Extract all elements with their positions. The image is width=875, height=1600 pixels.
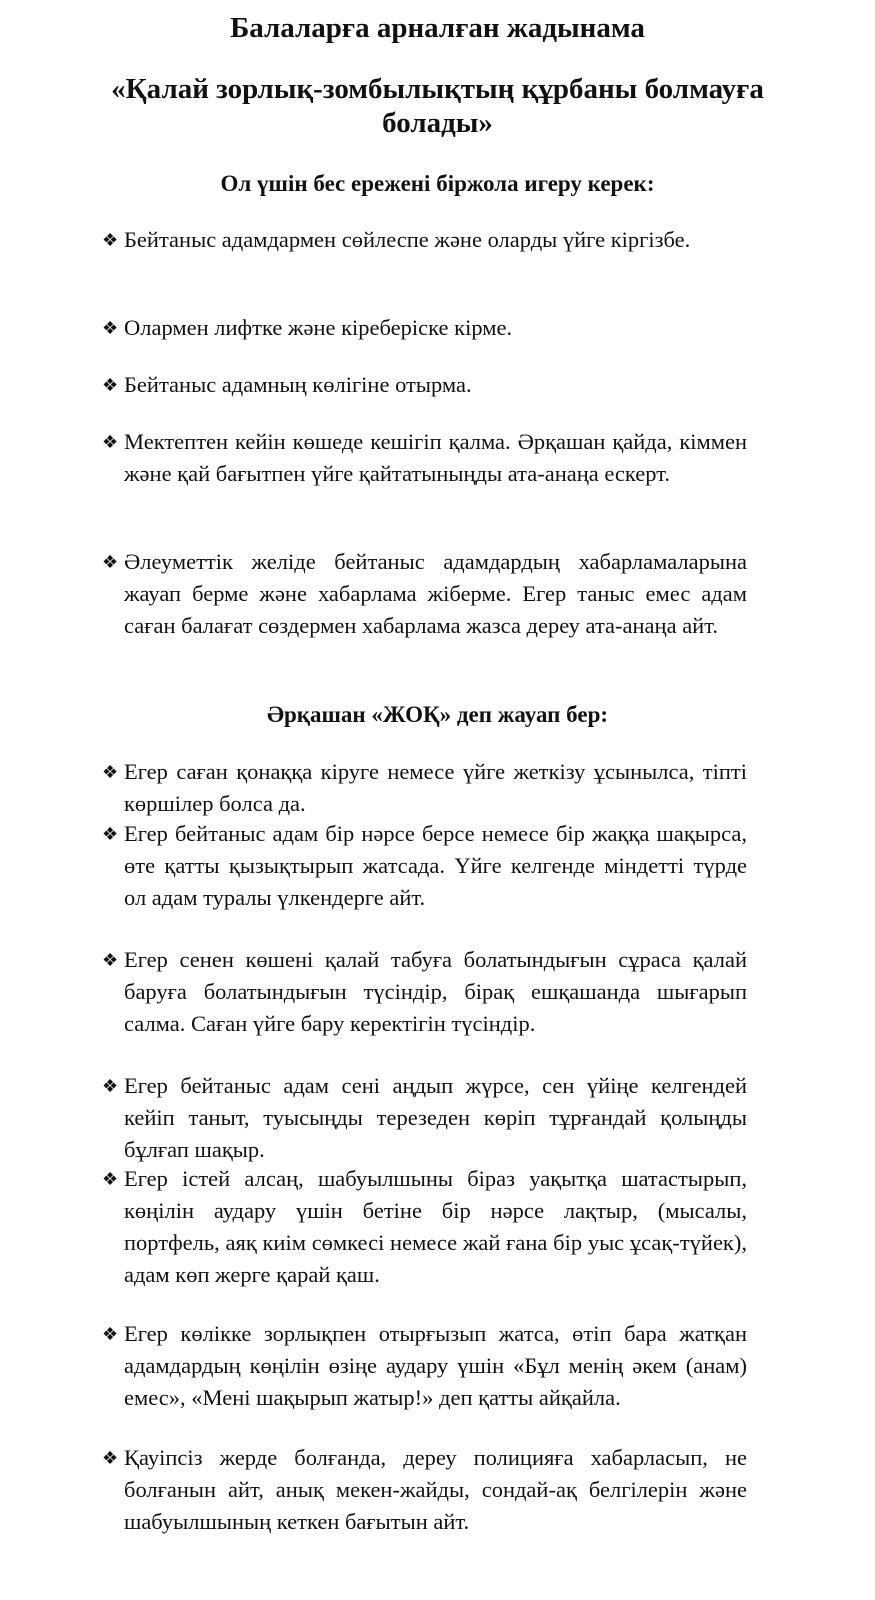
- page-subtitle: «Қалай зорлық-зомбылықтың құрбаны болмауға болады»: [111, 73, 764, 139]
- say-no-text: Егер істей алсаң, шабуылшыны біраз уақытқа шатастырып, көңілін аудару үшін бетіне бір нәрсе лақтыр, (мысалы, портфель, аяқ киім сөмкесі немесе жай ғана бір уыс ұсақ-түйек), адам көп жерге қарай қаш.: [124, 1166, 747, 1287]
- say-no-item: [102, 944, 747, 1040]
- bullet-icon: ❖: [102, 824, 119, 844]
- rule-item: [102, 426, 747, 490]
- say-no-text: Қауіпсіз жерде болғанда, дереу полицияға хабарласып, не болғанын айт, анық мекен-жайды, сондай-ақ белгілерін және шабуылшының кеткен бағытын айт.: [124, 1445, 747, 1534]
- say-no-item: [102, 756, 747, 820]
- say-no-text: Егер бейтаныс адам сені аңдып жүрсе, сен үйіңе келгендей кейіп таныт, туысыңды терезеден көріп тұрғандай қолыңды бұлғап шақыр.: [124, 1073, 747, 1162]
- say-no-text: Егер саған қонаққа кіруге немесе үйге жеткізу ұсынылса, тіпті көршілер болса да.: [124, 759, 747, 816]
- section-heading-rules: Ол үшін бес ережені біржола игеру керек:: [220, 171, 655, 196]
- bullet-icon: ❖: [102, 552, 119, 572]
- say-no-item: [102, 1318, 747, 1414]
- page-title: Балаларға арналған жадынама: [230, 12, 645, 44]
- rule-text: Олармен лифтке және кіреберіске кірме.: [124, 315, 513, 340]
- section-heading-say-no: Әрқашан «ЖОҚ» деп жауап бер:: [266, 702, 609, 727]
- rule-text: Әлеуметтік желіде бейтаныс адамдардың хабарламаларына жауап берме және хабарлама жіберме. Егер таныс емес адам саған балағат сөздермен хабарлама жазса дереу ата-анаңа айт.: [124, 549, 747, 638]
- bullet-icon: ❖: [102, 1448, 119, 1468]
- rule-item: [102, 546, 747, 642]
- say-no-item: [102, 818, 747, 914]
- bullet-icon: ❖: [102, 230, 119, 250]
- say-no-item: [102, 1163, 747, 1291]
- say-no-item: [102, 1070, 747, 1166]
- say-no-text: Егер сенен көшені қалай табуға болатындығын сұраса қалай баруға болатындығын түсіндір, бірақ ешқашанда шығарып салма. Саған үйге бару керектігін түсіндір.: [124, 947, 747, 1036]
- bullet-icon: ❖: [102, 950, 119, 970]
- bullet-icon: ❖: [102, 318, 119, 338]
- say-no-text: Егер көлікке зорлықпен отырғызып жатса, өтіп бара жатқан адамдардың көңілін өзіңе аудару үшін «Бұл менің әкем (анам) емес», «Мені шақырып жатыр!» деп қатты айқайла.: [124, 1321, 747, 1410]
- say-no-text: Егер бейтаныс адам бір нәрсе берсе немесе бір жаққа шақырса, өте қатты қызықтырып жатсада. Үйге келгенде міндетті түрде ол адам туралы үлкендерге айт.: [124, 821, 747, 910]
- rule-text: Мектептен кейін көшеде кешігіп қалма. Әрқашан қайда, кіммен және қай бағытпен үйге қайтатыныңды ата-анаңа ескерт.: [124, 429, 747, 486]
- bullet-icon: ❖: [102, 375, 119, 395]
- say-no-item: [102, 1442, 747, 1538]
- rule-item: [102, 369, 747, 401]
- rule-item: [102, 224, 747, 256]
- rule-text: Бейтаныс адамның көлігіне отырма.: [124, 372, 472, 397]
- rule-item: [102, 312, 747, 344]
- bullet-icon: ❖: [102, 1169, 119, 1189]
- bullet-icon: ❖: [102, 1324, 119, 1344]
- bullet-icon: ❖: [102, 432, 119, 452]
- bullet-icon: ❖: [102, 762, 119, 782]
- bullet-icon: ❖: [102, 1076, 119, 1096]
- rule-text: Бейтаныс адамдармен сөйлеспе және оларды үйге кіргізбе.: [124, 227, 691, 252]
